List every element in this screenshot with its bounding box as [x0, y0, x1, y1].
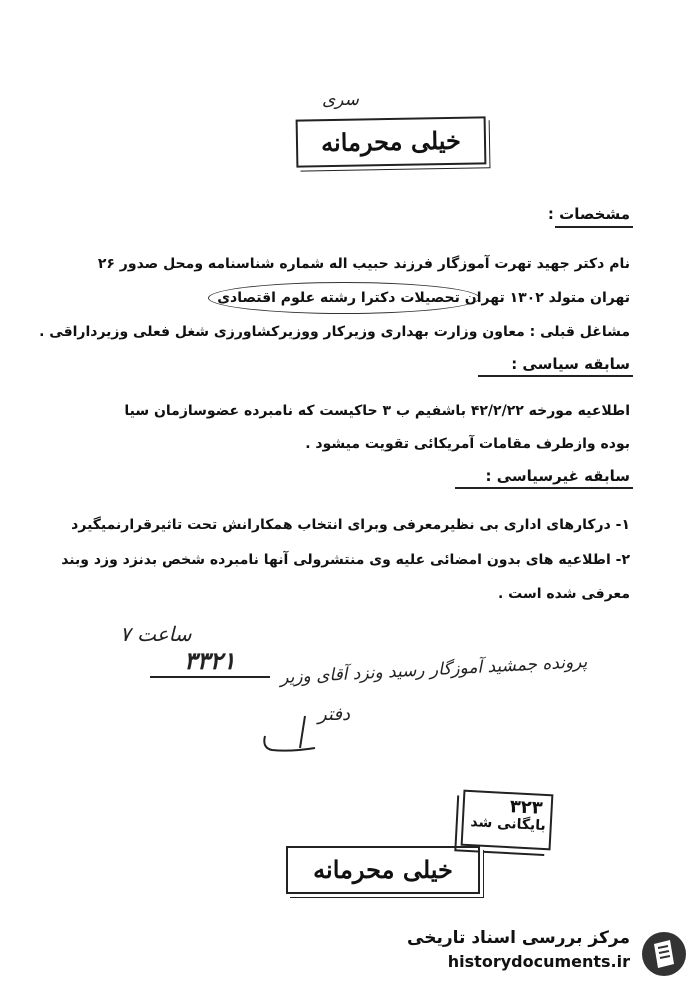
text-line-4: اطلاعیه مورخه ۴۲/۲/۲۲ باشفیم ب ۳ حاکیست که نامبرده عضوسازمان سیا — [124, 403, 630, 419]
handwritten-office-note: دفتر — [318, 704, 350, 725]
watermark-url: historydocuments.ir — [447, 952, 630, 971]
heading-profile-underline — [555, 226, 633, 228]
text-line-8: معرفی شده است . — [497, 586, 630, 602]
text-line-2: تهران متولد ۱۳۰۲ تهران تحصیلات دکترا رشته علوم اقتصادی — [217, 290, 630, 306]
classification-stamp-top: خیلی محرمانه — [296, 116, 487, 167]
classification-stamp-bottom: خیلی محرمانه — [286, 846, 480, 894]
handwritten-note-date: ساعت ۷ — [120, 622, 192, 646]
handwritten-note-underline — [150, 676, 270, 678]
heading-profile: مشخصات : — [547, 205, 630, 223]
archive-stamp-text: بایگانی شد — [470, 814, 547, 835]
watermark-title: مرکز بررسی اسناد تاریخی — [407, 928, 630, 948]
text-line-3: مشاغل قبلی : معاون وزارت بهداری وزیرکار ووزیرکشاورزی شغل فعلی وزیرداراقی . — [39, 324, 630, 340]
heading-political-underline — [478, 375, 633, 377]
handwritten-classification: سری — [322, 90, 359, 110]
archive-stamp — [461, 790, 554, 851]
text-line-6: ۱- درکارهای اداری بی نظیرمعرفی وبرای انتخاب همکارانش تحت تاثیرقرارنمیگیرد — [71, 517, 630, 533]
heading-non-political: سابقه غیرسیاسی : — [485, 467, 630, 485]
watermark-footer — [407, 928, 690, 988]
heading-non-political-underline — [455, 487, 633, 489]
text-line-5: بوده وازطرف مقامات آمریکائی تقویت میشود . — [305, 436, 630, 452]
archive-logo-icon — [640, 930, 688, 978]
text-line-1: نام دکتر جهید تهرت آموزگار فرزند حبیب اله شماره شناسنامه ومحل صدور ۲۶ — [97, 256, 630, 272]
handwritten-note-number: ۳۳۲۱ — [184, 646, 236, 675]
signature-mark — [260, 708, 320, 758]
handwritten-note-text: پرونده جمشید آموزگار رسید ونزد آقای وزیر — [279, 651, 588, 689]
archive-stamp-number: ۳۲۳ — [509, 796, 544, 819]
heading-political: سابقه سیاسی : — [511, 355, 630, 373]
text-line-7: ۲- اطلاعیه های بدون امضائی علیه وی منتشرولی آنها نامبرده شخص بدنزد وزد وبند — [61, 552, 630, 568]
